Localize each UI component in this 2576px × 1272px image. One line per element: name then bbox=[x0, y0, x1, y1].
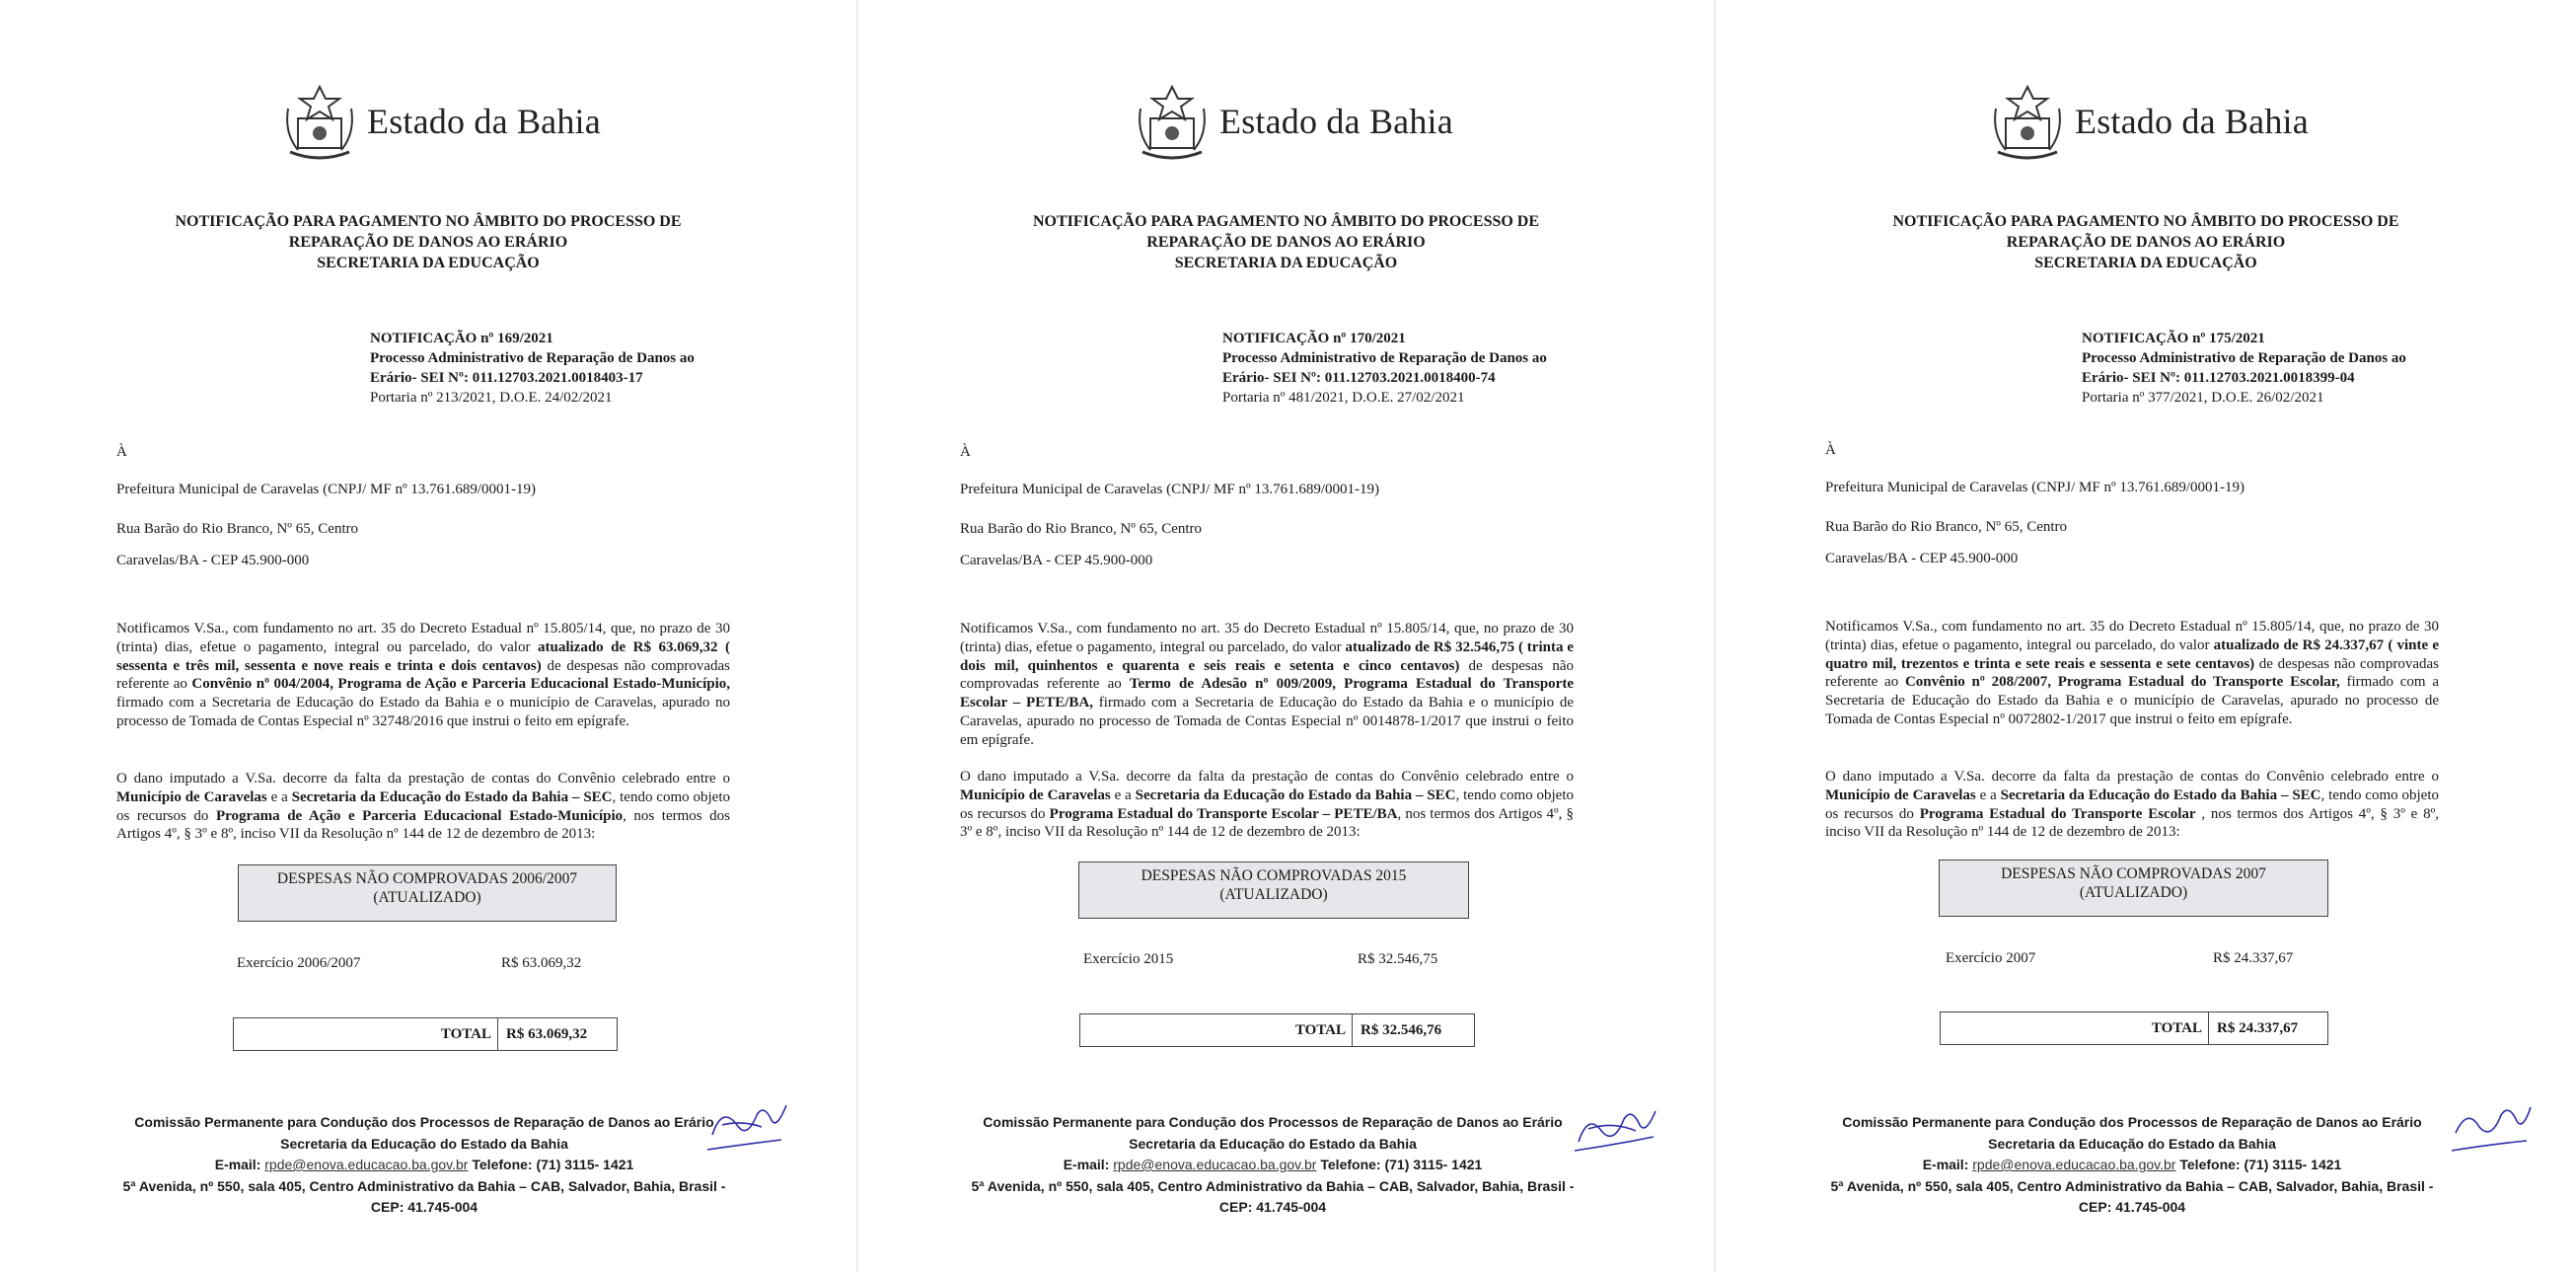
recipient: Prefeitura Municipal de Caravelas (CNPJ/ MF nº 13.761.689/0001-19) bbox=[116, 482, 537, 497]
total-box bbox=[1940, 1011, 2328, 1045]
coat-of-arms-icon bbox=[280, 79, 359, 164]
email-link[interactable]: rpde@enova.educacao.ba.gov.br bbox=[264, 1157, 469, 1172]
exercise-value: R$ 63.069,32 bbox=[501, 955, 582, 971]
state-logo bbox=[1988, 79, 2309, 164]
city: Caravelas/BA - CEP 45.900-000 bbox=[116, 553, 310, 568]
street: Rua Barão do Rio Branco, Nº 65, Centro bbox=[960, 521, 1203, 537]
paragraph-1: Notificamos V.Sa., com fundamento no art. 35 do Decreto Estadual nº 15.805/14, que, no prazo de 30 (trinta) dias, efetue o pagamento, integral ou parcelado, do valor atualizado de R$ 63.069,32 ( sessenta e três mil, sessenta e nove reais e trinta e dois centavos) de despesas não comprovadas referente ao Convênio nº 004/2004, Programa de Ação e Parceria Educacional Estado-Município, firmado com a Secretaria de Educação do Estado da Bahia e o município de Caravelas, apurado no processo de Tomada de Contas Especial nº 32748/2016 que instrui o feito em epígrafe. bbox=[116, 621, 731, 729]
document-page-2 bbox=[858, 0, 1714, 1272]
document-page-3 bbox=[1716, 0, 2576, 1272]
notification-number: NOTIFICAÇÃO nº 169/2021 bbox=[370, 331, 553, 346]
expenses-header-box: DESPESAS NÃO COMPROVADAS 2015 (ATUALIZADO) bbox=[1078, 861, 1469, 919]
exercise-label: Exercício 2006/2007 bbox=[237, 955, 361, 971]
notification-block: NOTIFICAÇÃO nº 170/2021 Processo Administrativo de Reparação de Danos ao Erário- SEI Nº: 011.12703.2021.0018400-74 Portaria nº 481/2021, D.O.E. 27/02/2021 bbox=[1222, 331, 1547, 406]
total-label: TOTAL bbox=[1080, 1014, 1353, 1046]
heading: NOTIFICAÇÃO PARA PAGAMENTO NO ÂMBITO DO PROCESSO DE REPARAÇÃO DE DANOS AO ERÁRIO SECRETARIA DA EDUCAÇÃO bbox=[1032, 213, 1540, 271]
total-value: R$ 63.069,32 bbox=[506, 1026, 588, 1042]
heading: NOTIFICAÇÃO PARA PAGAMENTO NO ÂMBITO DO PROCESSO DE REPARAÇÃO DE DANOS AO ERÁRIO SECRETARIA DA EDUCAÇÃO bbox=[1892, 213, 2399, 271]
expenses-header-box: DESPESAS NÃO COMPROVADAS 2006/2007 (ATUALIZADO) bbox=[238, 864, 617, 922]
heading: NOTIFICAÇÃO PARA PAGAMENTO NO ÂMBITO DO PROCESSO DE REPARAÇÃO DE DANOS AO ERÁRIO SECRETARIA DA EDUCAÇÃO bbox=[175, 213, 682, 271]
street: Rua Barão do Rio Branco, Nº 65, Centro bbox=[1825, 519, 2068, 535]
email-link[interactable]: rpde@enova.educacao.ba.gov.br bbox=[1972, 1157, 2176, 1172]
total-label: TOTAL bbox=[1941, 1012, 2209, 1044]
exercise-value: R$ 32.546,75 bbox=[1358, 951, 1438, 967]
footer: Comissão Permanente para Condução dos Processos de Reparação de Danos ao Erário Secretaria da Educação do Estado da Bahia E-mail: rpde@enova.educacao.ba.gov.br Telefone: (71) 3115- 1421 5ª Avenida, nº 550, sala 405, Centro Administrativo da Bahia – CAB, Salvador, Bahia, Brasil - CEP: 41.745-004 bbox=[122, 1114, 726, 1215]
state-logo bbox=[1133, 79, 1453, 164]
exercise-label: Exercício 2007 bbox=[1946, 950, 2036, 966]
total-label: TOTAL bbox=[234, 1018, 498, 1050]
addressee-to: À bbox=[960, 444, 971, 460]
coat-of-arms-icon bbox=[1133, 79, 1212, 164]
portaria: Portaria nº 481/2021, D.O.E. 27/02/2021 bbox=[1222, 390, 1465, 406]
state-name: Estado da Bahia bbox=[1219, 102, 1453, 141]
portaria: Portaria nº 213/2021, D.O.E. 24/02/2021 bbox=[370, 390, 613, 406]
footer: Comissão Permanente para Condução dos Processos de Reparação de Danos ao Erário Secretaria da Educação do Estado da Bahia E-mail: rpde@enova.educacao.ba.gov.br Telefone: (71) 3115- 1421 5ª Avenida, nº 550, sala 405, Centro Administrativo da Bahia – CAB, Salvador, Bahia, Brasil - CEP: 41.745-004 bbox=[971, 1114, 1575, 1215]
city: Caravelas/BA - CEP 45.900-000 bbox=[1825, 551, 2019, 566]
notification-number: NOTIFICAÇÃO nº 175/2021 bbox=[2082, 331, 2265, 346]
total-box bbox=[1079, 1013, 1475, 1047]
addressee-to: À bbox=[1825, 442, 1836, 458]
notification-block: NOTIFICAÇÃO nº 169/2021 Processo Administrativo de Reparação de Danos ao Erário- SEI Nº: 011.12703.2021.0018403-17 Portaria nº 213/2021, D.O.E. 24/02/2021 bbox=[370, 331, 695, 406]
notification-number: NOTIFICAÇÃO nº 170/2021 bbox=[1222, 331, 1406, 346]
coat-of-arms-icon bbox=[1988, 79, 2067, 164]
state-logo bbox=[280, 79, 601, 164]
street: Rua Barão do Rio Branco, Nº 65, Centro bbox=[116, 521, 359, 537]
paragraph-2: O dano imputado a V.Sa. decorre da falta da prestação de contas do Convênio celebrado entre o Município de Caravelas e a Secretaria da Educação do Estado da Bahia – SEC, tendo como objeto os recursos do Programa de Ação e Parceria Educacional Estado-Município, nos termos dos Artigos 4º, § 3º e 8º, inciso VII da Resolução nº 144 de 12 de dezembro de 2013: bbox=[116, 771, 731, 843]
document-page-1 bbox=[0, 0, 856, 1272]
recipient: Prefeitura Municipal de Caravelas (CNPJ/ MF nº 13.761.689/0001-19) bbox=[960, 482, 1380, 497]
paragraph-1: Notificamos V.Sa., com fundamento no art. 35 do Decreto Estadual nº 15.805/14, que, no prazo de 30 (trinta) dias, efetue o pagamento, integral ou parcelado, do valor atualizado de R$ 32.546,75 ( trinta e dois mil, quinhentos e quarenta e seis reais e setenta e cinco centavos) de despesas não comprovadas referente ao Termo de Adesão nº 009/2009, Programa Estadual do Transporte Escolar – PETE/BA, firmado com a Secretaria de Educação do Estado da Bahia e o município de Caravelas, apurado no processo de Tomada de Contas Especial nº 0014878-1/2017 que instrui o feito em epígrafe. bbox=[960, 621, 1574, 748]
total-value: R$ 24.337,67 bbox=[2217, 1020, 2299, 1036]
exercise-value: R$ 24.337,67 bbox=[2213, 950, 2294, 966]
signature-icon bbox=[1571, 1097, 1659, 1157]
email-link[interactable]: rpde@enova.educacao.ba.gov.br bbox=[1113, 1157, 1317, 1172]
paragraph-2: O dano imputado a V.Sa. decorre da falta da prestação de contas do Convênio celebrado entre o Município de Caravelas e a Secretaria da Educação do Estado da Bahia – SEC, tendo como objeto os recursos do Programa Estadual do Transporte Escolar , nos termos dos Artigos 4º, § 3º e 8º, inciso VII da Resolução nº 144 de 12 de dezembro de 2013: bbox=[1825, 769, 2439, 841]
paragraph-2: O dano imputado a V.Sa. decorre da falta da prestação de contas do Convênio celebrado entre o Município de Caravelas e a Secretaria da Educação do Estado da Bahia – SEC, tendo como objeto os recursos do Programa Estadual do Transporte Escolar – PETE/BA, nos termos dos Artigos 4º, § 3º e 8º, inciso VII da Resolução nº 144 de 12 de dezembro de 2013: bbox=[960, 769, 1574, 841]
exercise-label: Exercício 2015 bbox=[1083, 951, 1174, 967]
addressee-to: À bbox=[116, 444, 127, 460]
signature-icon bbox=[2446, 1095, 2535, 1155]
state-name: Estado da Bahia bbox=[2075, 102, 2309, 141]
notification-block: NOTIFICAÇÃO nº 175/2021 Processo Administrativo de Reparação de Danos ao Erário- SEI Nº: 011.12703.2021.0018399-04 Portaria nº 377/2021, D.O.E. 26/02/2021 bbox=[2082, 331, 2406, 406]
expenses-header-box: DESPESAS NÃO COMPROVADAS 2007 (ATUALIZADO) bbox=[1939, 860, 2328, 917]
recipient: Prefeitura Municipal de Caravelas (CNPJ/ MF nº 13.761.689/0001-19) bbox=[1825, 480, 2245, 495]
signature-icon bbox=[702, 1095, 791, 1155]
city: Caravelas/BA - CEP 45.900-000 bbox=[960, 553, 1153, 568]
total-box bbox=[233, 1017, 618, 1051]
sei-number: Erário- SEI Nº: 011.12703.2021.0018400-74 bbox=[1222, 370, 1496, 386]
sei-number: Erário- SEI Nº: 011.12703.2021.0018399-04 bbox=[2082, 370, 2355, 386]
total-value: R$ 32.546,76 bbox=[1361, 1022, 1442, 1038]
state-name: Estado da Bahia bbox=[367, 102, 601, 141]
sei-number: Erário- SEI Nº: 011.12703.2021.0018403-17 bbox=[370, 370, 643, 386]
footer: Comissão Permanente para Condução dos Processos de Reparação de Danos ao Erário Secretaria da Educação do Estado da Bahia E-mail: rpde@enova.educacao.ba.gov.br Telefone: (71) 3115- 1421 5ª Avenida, nº 550, sala 405, Centro Administrativo da Bahia – CAB, Salvador, Bahia, Brasil - CEP: 41.745-004 bbox=[1830, 1114, 2434, 1215]
portaria: Portaria nº 377/2021, D.O.E. 26/02/2021 bbox=[2082, 390, 2324, 406]
paragraph-1: Notificamos V.Sa., com fundamento no art. 35 do Decreto Estadual nº 15.805/14, que, no prazo de 30 (trinta) dias, efetue o pagamento, integral ou parcelado, do valor atualizado de R$ 24.337,67 ( vinte e quatro mil, trezentos e trinta e sete reais e sessenta e sete centavos) de despesas não comprovadas referente ao Convênio nº 208/2007, Programa Estadual do Transporte Escolar, firmado com a Secretaria de Educação do Estado da Bahia e o município de Caravelas, apurado no processo de Tomada de Contas Especial nº 0072802-1/2017 que instrui o feito em epígrafe. bbox=[1825, 619, 2439, 727]
